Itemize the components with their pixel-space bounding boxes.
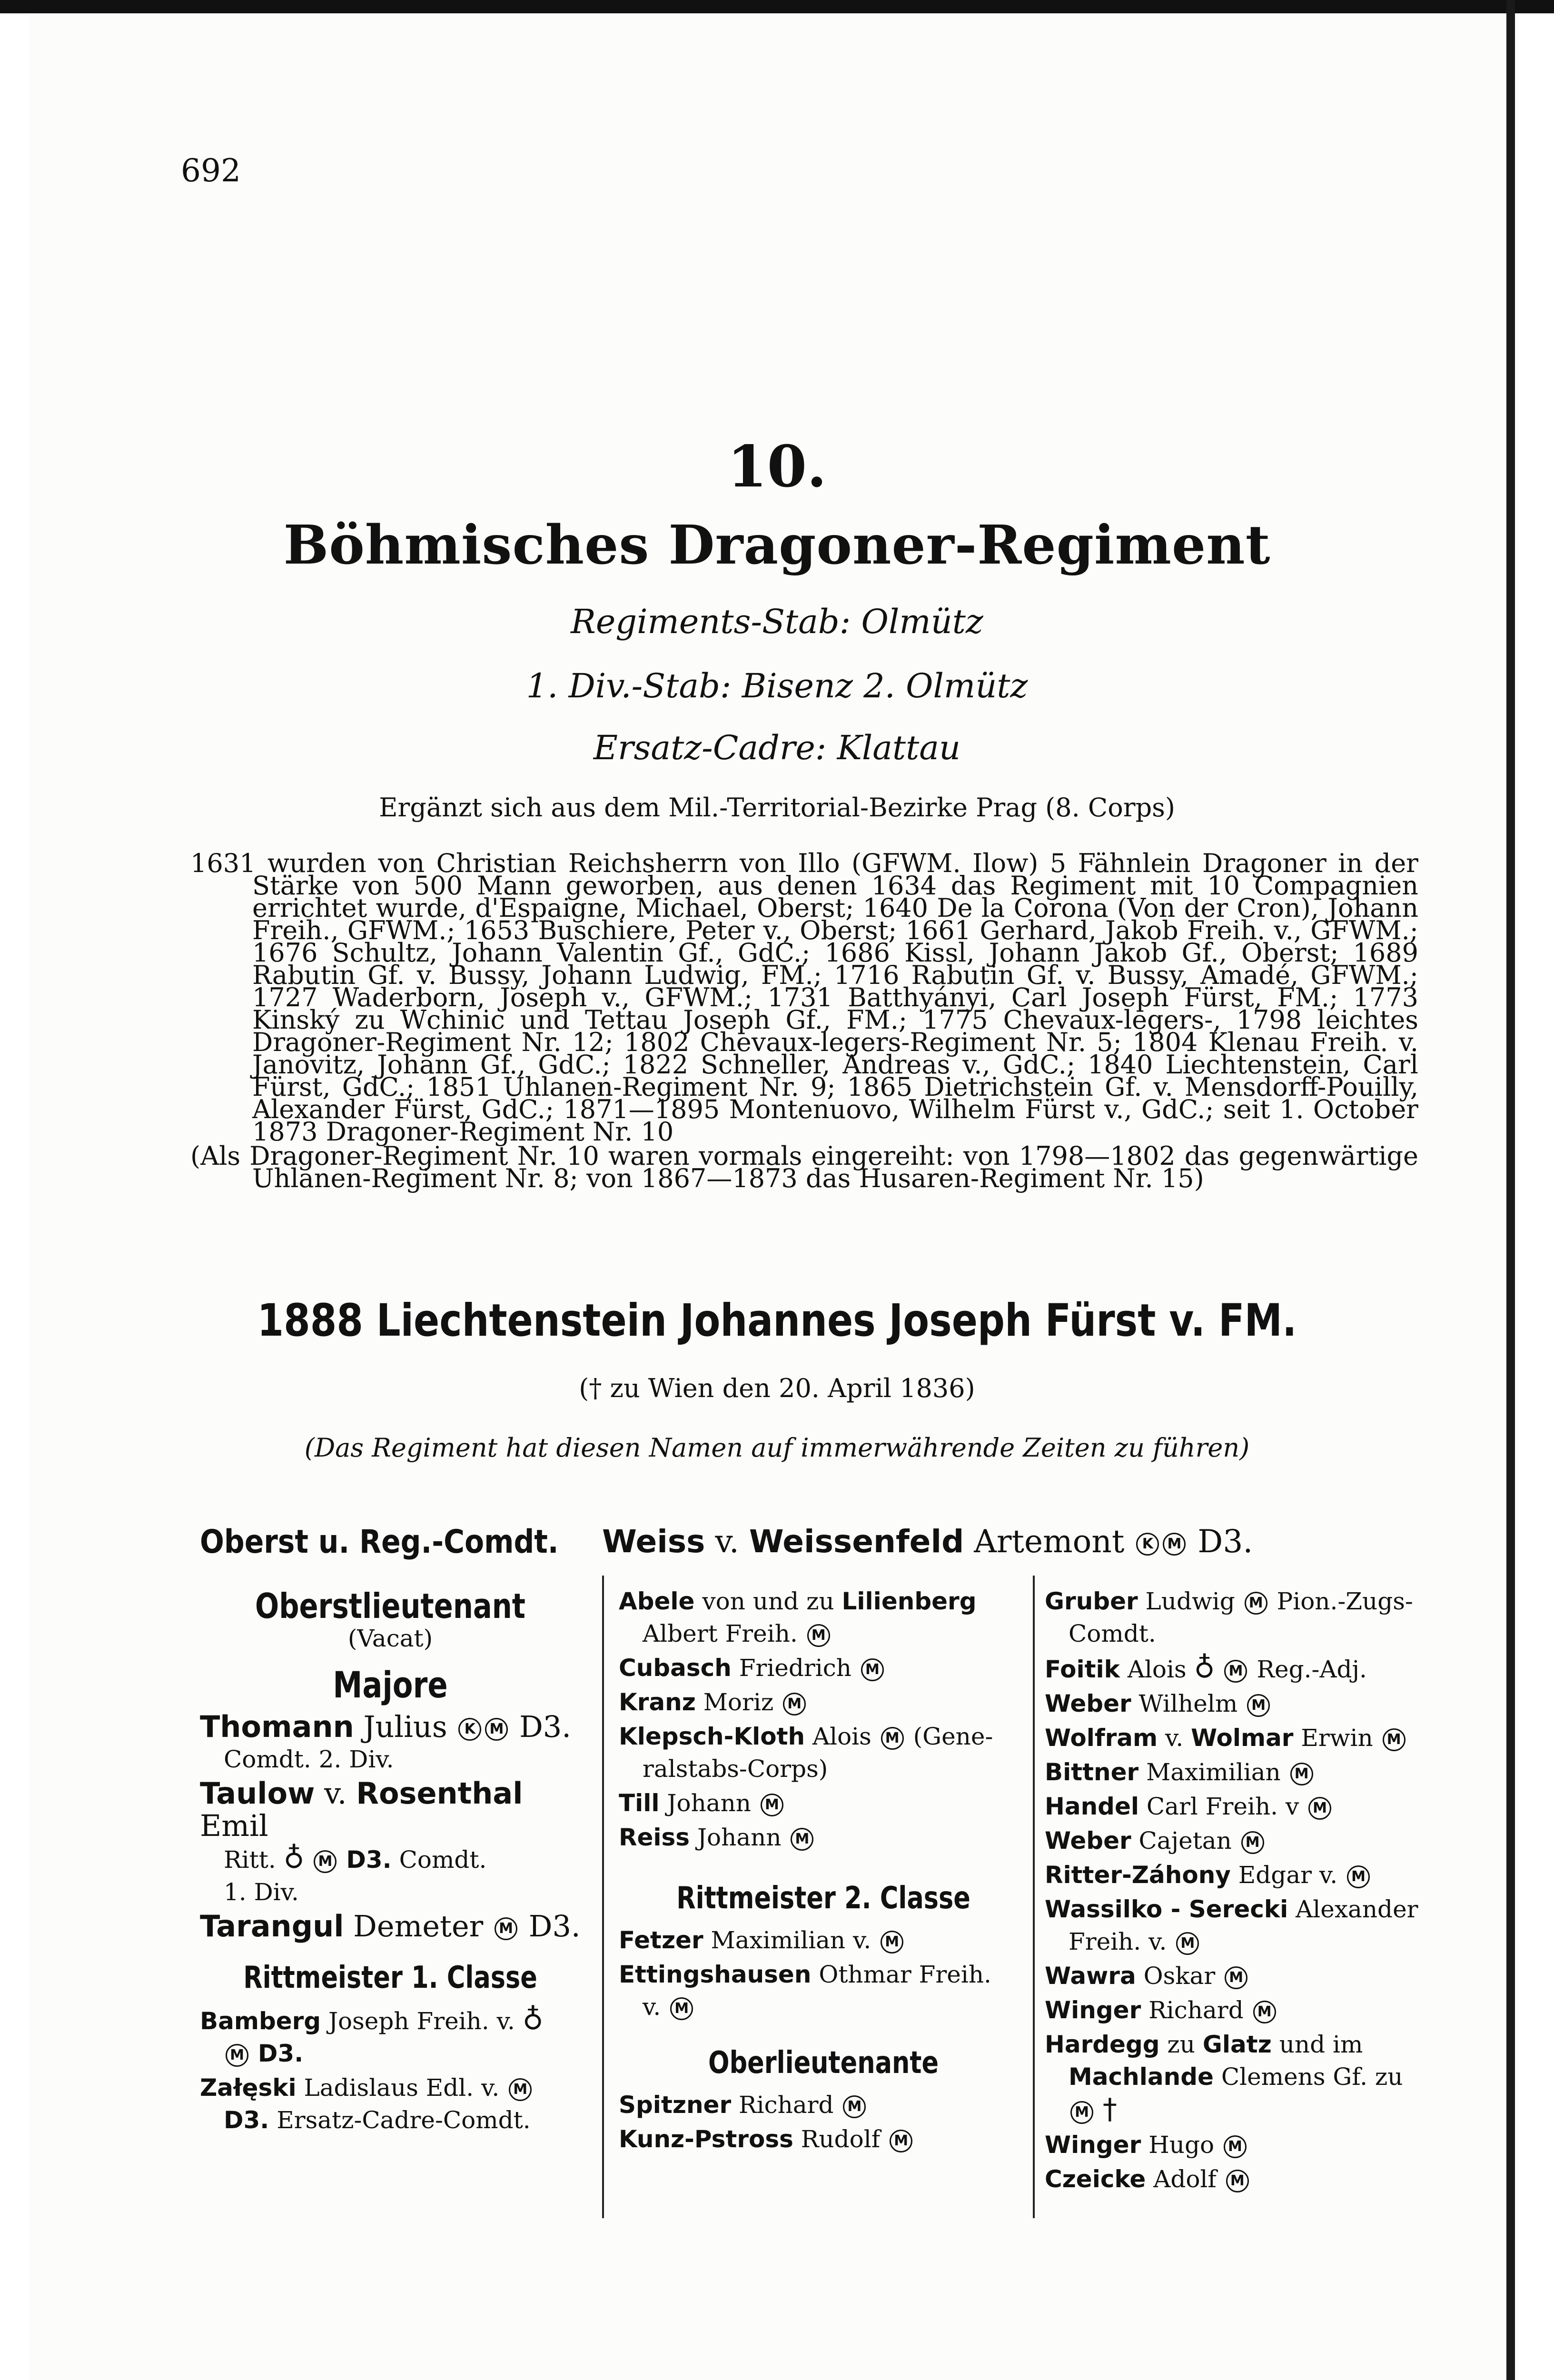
entry-fetzer (619, 1924, 1028, 1956)
entry-name: Wawra (1045, 1962, 1136, 1990)
m-decoration-icon: M (226, 2044, 248, 2067)
entry-foitik (1045, 1652, 1440, 1686)
entry-name: Cubasch (619, 1654, 732, 1682)
scan-top-edge (0, 0, 1554, 13)
entry-text: Adolf (1146, 2165, 1217, 2193)
entry-text: Ludwig (1138, 1587, 1235, 1615)
entry-name: Fetzer (619, 1926, 703, 1954)
vacat-label: (Vacat) (347, 1625, 433, 1652)
commander-name: Weiss (602, 1523, 705, 1560)
entry-text: von und zu (694, 1587, 842, 1615)
column-divider-right (1033, 1576, 1035, 2218)
entry-spitzner (619, 2089, 1028, 2121)
entry-name2: Rosenthal (356, 1776, 523, 1811)
entry-text: v. (1158, 1724, 1191, 1752)
entry-reiss (619, 1821, 1028, 1854)
entry-name: Bittner (1045, 1758, 1139, 1786)
entry-text: 1. Div. (224, 1878, 299, 1906)
d3-badge: D3. (257, 2040, 304, 2067)
m-decoration-icon: M (1290, 1763, 1313, 1785)
entry-name2: Wolmar (1191, 1724, 1294, 1752)
regiment-owner: 1888 Liechtenstein Johannes Joseph Fürst v. FM. (257, 1295, 1297, 1347)
entry-text: Comdt. (391, 1846, 487, 1874)
entry-continuation (200, 1842, 581, 1908)
m-decoration-icon: M (1241, 1831, 1264, 1854)
regiment-title: Böhmisches Dragoner-Regiment (283, 514, 1271, 576)
m-decoration-icon: M (485, 1718, 508, 1741)
entry-name: Hardegg (1045, 2031, 1160, 2058)
entry-text: Clemens Gf. zu (1213, 2063, 1403, 2091)
m-decoration-icon: M (890, 2130, 912, 2152)
heading-majore: Majore (333, 1664, 448, 1706)
entry-zaleski (200, 2072, 581, 2136)
entry-name: Kunz-Pstross (619, 2125, 793, 2153)
m-decoration-icon: M (1225, 1966, 1247, 1989)
entry-text: Joseph Freih. v. (321, 2007, 515, 2035)
m-decoration-icon: M (509, 2078, 532, 2101)
entry-kunz-pstross (619, 2123, 1028, 2155)
commander-v: v. (705, 1523, 749, 1560)
entry-name: Weber (1045, 1690, 1131, 1717)
entry-name: Załęski (200, 2074, 297, 2102)
entry-thomann (200, 1711, 581, 1775)
m-decoration-icon: M (881, 1931, 903, 1954)
m-decoration-icon: M (1308, 1797, 1331, 1820)
entry-gruber (1045, 1585, 1440, 1650)
entry-text: Edgar v. (1230, 1861, 1338, 1889)
entry-text: und im (1271, 2031, 1363, 2058)
entry-handel (1045, 1790, 1440, 1823)
entry-text: Richard (731, 2091, 834, 2119)
entry-wolfram (1045, 1722, 1440, 1754)
order-cross-icon: ♁ (522, 2003, 544, 2036)
entry-name: Foitik (1045, 1656, 1120, 1683)
d3-badge: D3. (519, 1709, 571, 1744)
entry-text: Ersatz-Cadre-Comdt. (269, 2106, 531, 2134)
heading-oberlieutenante: Oberlieutenante (708, 2045, 939, 2081)
entry-text: Alois (805, 1723, 871, 1750)
entry-name: Thomann (200, 1709, 354, 1744)
regiment-history (190, 848, 1418, 1193)
entry-text: Johann (690, 1824, 782, 1851)
entry-name: Machlande (1069, 2063, 1214, 2091)
entry-hardegg (1045, 2028, 1440, 2127)
entry-name2: Lilienberg (841, 1587, 977, 1615)
entry-till (619, 1787, 1028, 1819)
entry-text: Wilhelm (1131, 1690, 1238, 1717)
entry-wassilko (1045, 1893, 1440, 1958)
m-decoration-icon: M (1070, 2101, 1093, 2124)
heading-rittmeister-1: Rittmeister 1. Classe (243, 1960, 537, 1995)
m-decoration-icon: M (1347, 1865, 1370, 1888)
entry-name2: Glatz (1202, 2031, 1272, 2058)
page-number: 692 (181, 152, 241, 189)
order-cross-icon: ♁ (1194, 1651, 1215, 1685)
division-stab: 1. Div.-Stab: Bisenz 2. Olmütz (526, 666, 1028, 705)
entry-name: Winger (1045, 2131, 1141, 2159)
scan-right-edge (1506, 0, 1515, 2380)
column-staff (200, 1586, 581, 2138)
d3-badge: D3. (1198, 1523, 1253, 1560)
owner-note: (Das Regiment hat diesen Namen auf immerwährende Zeiten zu führen) (304, 1433, 1250, 1463)
m-decoration-icon: M (791, 1828, 813, 1851)
m-decoration-icon: M (881, 1727, 904, 1750)
history-note: (Als Dragoner-Regiment Nr. 10 waren vormals eingereiht: von 1798—1802 das gegenwärtige Uhlanen-Regiment Nr. 8; von 1867—1873 das Husaren-Regiment Nr. 15) (190, 1141, 1418, 1193)
entry-text: Richard (1141, 1996, 1244, 2024)
order-cross-icon: ♁ (283, 1842, 305, 1875)
entry-text: Demeter (344, 1909, 484, 1944)
entry-text: Comdt. (1069, 1620, 1156, 1647)
entry-name: Winger (1045, 1996, 1141, 2024)
entry-text: Johann (659, 1789, 751, 1817)
entry-name: Wassilko - Serecki (1045, 1895, 1288, 1923)
entry-text: Friedrich (731, 1654, 852, 1682)
m-decoration-icon: M (843, 2095, 866, 2118)
entry-text: zu (1159, 2031, 1203, 2058)
entry-klepsch (619, 1720, 1028, 1785)
m-decoration-icon: M (1226, 2170, 1249, 2192)
entry-text: Albert Freih. (643, 1620, 798, 1647)
entry-name: Kranz (619, 1688, 696, 1716)
entry-name: Reiss (619, 1824, 690, 1851)
entry-name: Ettingshausen (619, 1961, 812, 1988)
m-decoration-icon: M (1224, 2135, 1247, 2158)
entry-name: Klepsch-Kloth (619, 1723, 805, 1750)
entry-text: Cajetan (1131, 1827, 1232, 1854)
entry-text: Pion.-Zugs- (1269, 1587, 1413, 1615)
k-decoration-icon: K (1136, 1533, 1159, 1556)
supplement-line: Ergänzt sich aus dem Mil.-Territorial-Bezirke Prag (8. Corps) (379, 793, 1175, 823)
entry-wawra (1045, 1960, 1440, 1992)
entry-text: Julius (354, 1709, 447, 1744)
m-decoration-icon: M (761, 1794, 783, 1816)
column-rittmeister (619, 1585, 1028, 2157)
entry-cubasch (619, 1652, 1028, 1684)
entry-text: Ritt. (224, 1846, 276, 1874)
regiment-stab: Regiments-Stab: Olmütz (571, 602, 983, 641)
entry-text: Alexander (1288, 1895, 1418, 1923)
entry-text: Oskar (1136, 1962, 1216, 1990)
entry-text: Ladislaus Edl. v. (296, 2074, 500, 2102)
m-decoration-icon: M (1245, 1592, 1267, 1615)
m-decoration-icon: M (1253, 2001, 1276, 2023)
entry-kranz (619, 1686, 1028, 1718)
m-decoration-icon: M (1163, 1533, 1186, 1556)
oberst-label: Oberst u. Reg.-Comdt. (200, 1523, 559, 1561)
entry-name: Bamberg (200, 2007, 321, 2035)
entry-text: Maximilian (1138, 1758, 1281, 1786)
entry-text: Emil (200, 1808, 268, 1843)
m-decoration-icon: M (670, 1997, 693, 2020)
entry-weber-wilhelm (1045, 1687, 1440, 1720)
entry-text: Alois (1119, 1656, 1187, 1683)
entry-text: Maximilian v. (703, 1926, 871, 1954)
dagger-icon: † (1102, 2092, 1117, 2126)
m-decoration-icon: M (1176, 1932, 1199, 1955)
entry-text: (Gene- (905, 1723, 993, 1750)
entry-continuation: Comdt. 2. Div. (224, 1745, 394, 1773)
entry-text: Carl Freih. v (1139, 1793, 1299, 1820)
regiment-commander (602, 1523, 1253, 1560)
m-decoration-icon: M (1224, 1660, 1247, 1683)
commander-tail: Artemont (964, 1523, 1125, 1560)
column-oberlieutenante (1045, 1585, 1440, 2197)
history-paragraph: 1631 wurden von Christian Reichsherrn von Illo (GFWM. Ilow) 5 Fähnlein Dragoner in der Stärke von 500 Mann geworben, aus denen 1634 das Regiment mit 10 Compagnien errichtet wurde, d'Espaigne, Michael, Oberst; 1640 De la Corona (Von der Cron), Johann Freih., GFWM.; 1653 Buschiere, Peter v., Oberst; 1661 Gerhard, Jakob Freih. v., GFWM.; 1676 Schultz, Johann Valentin Gf., GdC.; 1686 Kissl, Johann Jakob Gf., Oberst; 1689 Rabutin Gf. v. Bussy, Johann Ludwig, FM.; 1716 Rabutin Gf. v. Bussy, Amadé, GFWM.; 1727 Waderborn, Joseph v., GFWM.; 1731 Batthyányi, Carl Joseph Fürst, FM.; 1773 Kinský zu Wchinic und Tettau Joseph Gf., FM.; 1775 Chevaux-legers-, 1798 leichtes Dragoner-Regiment Nr. 12; 1802 Chevaux-legers-Regiment Nr. 5; 1804 Klenau Freih. v. Janovitz, Johann Gf., GdC.; 1822 Schneller, Andreas v., GdC.; 1840 Liechtenstein, Carl Fürst, GdC.; 1851 Uhlanen-Regiment Nr. 9; 1865 Dietrichstein Gf. v. Mensdorff-Pouilly, Alexander Fürst, GdC.; 1871—1895 Montenuovo, Wilhelm Fürst v., GdC.; seit 1. October 1873 Dragoner-Regiment Nr. 10 (190, 848, 1418, 1147)
entry-name: Ritter-Záhony (1045, 1861, 1231, 1889)
entry-abele (619, 1585, 1028, 1650)
m-decoration-icon: M (783, 1693, 806, 1716)
entry-name: Taulow (200, 1776, 315, 1811)
commander-name2: Weissenfeld (749, 1523, 964, 1560)
entry-weber-cajetan (1045, 1825, 1440, 1857)
entry-name: Gruber (1045, 1587, 1138, 1615)
entry-text: Erwin (1293, 1724, 1373, 1752)
entry-bamberg (200, 2003, 581, 2070)
entry-czeicke (1045, 2163, 1440, 2195)
entry-text: Reg.-Adj. (1249, 1656, 1367, 1683)
m-decoration-icon: M (495, 1917, 517, 1940)
entry-text: Freih. v. (1069, 1928, 1167, 1955)
entry-name: Spitzner (619, 2091, 732, 2119)
entry-text: ralstabs-Corps) (643, 1755, 828, 1783)
d3-badge: D3. (224, 2106, 269, 2134)
entry-ettingshausen (619, 1958, 1028, 2023)
entry-name: Handel (1045, 1793, 1139, 1820)
d3-badge: D3. (528, 1909, 581, 1944)
d3-badge: D3. (346, 1846, 392, 1874)
heading-rittmeister-2: Rittmeister 2. Classe (676, 1881, 970, 1916)
m-decoration-icon: M (314, 1850, 337, 1873)
entry-ritter-zahony (1045, 1859, 1440, 1891)
entry-name: Wolfram (1045, 1724, 1158, 1752)
entry-name: Tarangul (200, 1909, 344, 1944)
entry-name: Till (619, 1789, 660, 1817)
entry-bittner (1045, 1756, 1440, 1788)
entry-winger-hugo (1045, 2129, 1440, 2161)
entry-text: Moriz (695, 1688, 774, 1716)
regiment-number: 10. (727, 433, 827, 500)
heading-oberstlt: Oberstlieutenant (255, 1586, 525, 1626)
m-decoration-icon: M (1383, 1728, 1406, 1751)
m-decoration-icon: M (1247, 1694, 1270, 1717)
entry-text: Rudolf (793, 2125, 881, 2153)
m-decoration-icon: M (807, 1624, 830, 1647)
ersatz-cadre: Ersatz-Cadre: Klattau (593, 728, 961, 767)
entry-winger-richard (1045, 1994, 1440, 2026)
m-decoration-icon: M (861, 1658, 884, 1681)
k-decoration-icon: K (458, 1718, 481, 1741)
entry-text: Othmar Freih. (811, 1961, 991, 1988)
entry-text: v. (315, 1776, 356, 1811)
column-divider-left (602, 1576, 604, 2218)
entry-name: Weber (1045, 1827, 1131, 1854)
entry-name: Abele (619, 1587, 695, 1615)
entry-tarangul (200, 1910, 581, 1943)
entry-text: Hugo (1141, 2131, 1215, 2159)
entry-name: Czeicke (1045, 2165, 1146, 2193)
entry-taulow (200, 1777, 581, 1908)
entry-text: v. (643, 1993, 661, 2021)
owner-death: († zu Wien den 20. April 1836) (579, 1373, 975, 1403)
